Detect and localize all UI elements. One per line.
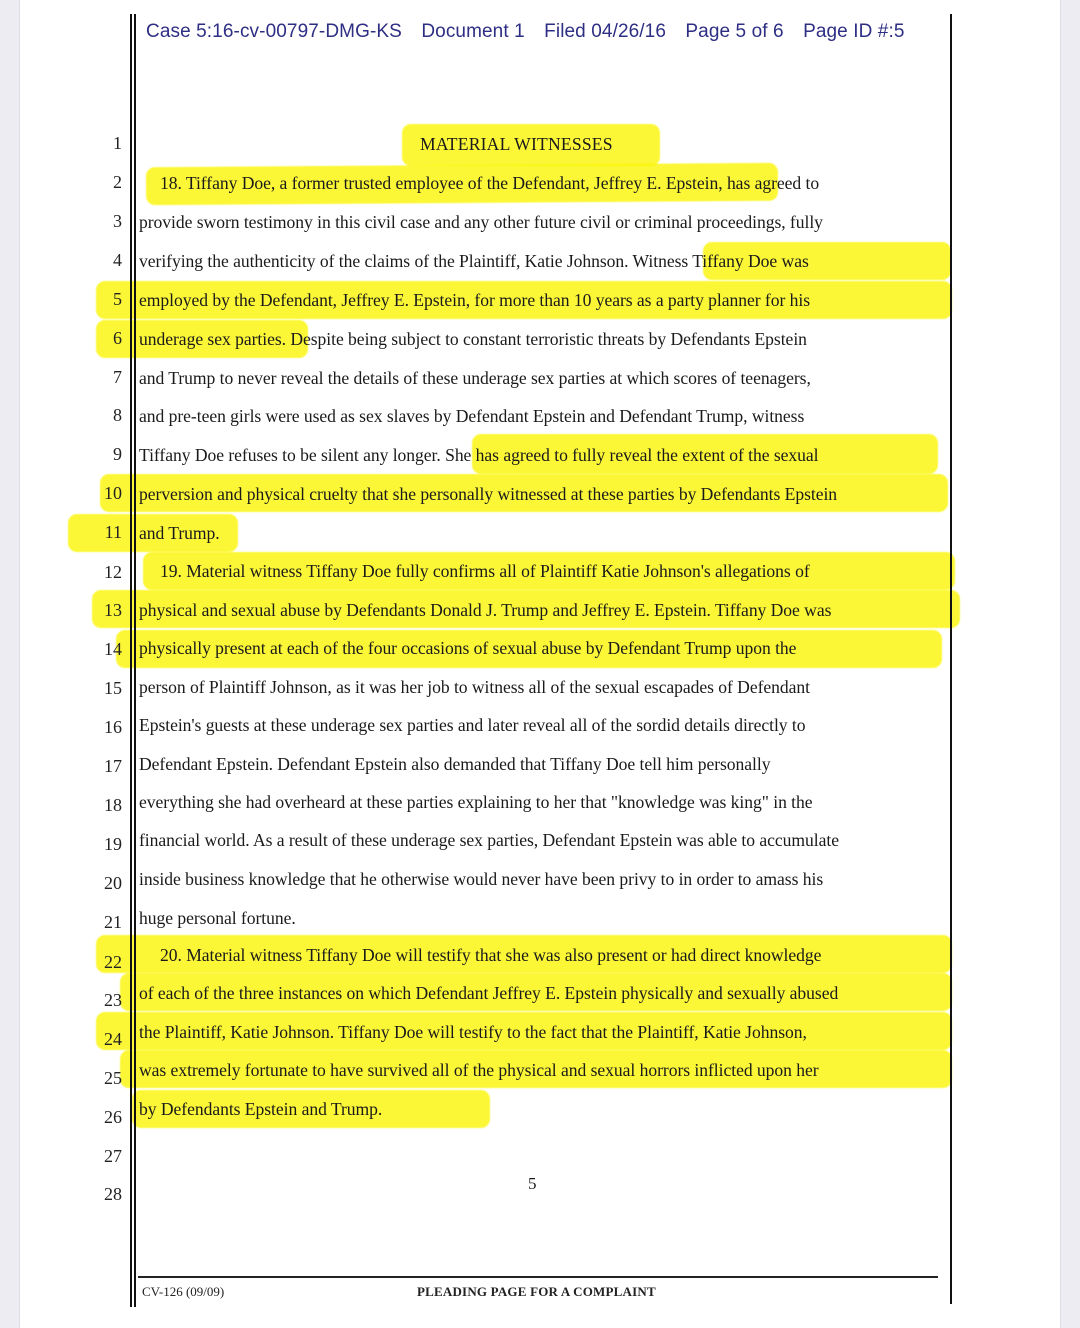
- page-number: 5: [528, 1174, 537, 1193]
- left-margin-rule: [130, 14, 132, 1307]
- line-number: 5: [113, 289, 122, 309]
- line-number: 12: [104, 562, 122, 582]
- line-number: 23: [104, 990, 122, 1010]
- court-filing-header: [146, 21, 919, 43]
- paragraph-20-line: the Plaintiff, Katie Johnson. Tiffany Doe will testify to the fact that the Plaintiff, Katie Johnson,: [139, 1022, 807, 1042]
- line-number: 25: [104, 1068, 122, 1088]
- line-number: 14: [104, 639, 122, 659]
- line-number: 22: [104, 952, 122, 972]
- paragraph-19-line: inside business knowledge that he otherwise would never have been privy to in order to amass his: [139, 869, 824, 889]
- paragraph-19-line: financial world. As a result of these underage sex parties, Defendant Epstein was able to accumulate: [139, 830, 839, 850]
- filed-date: Filed 04/26/16: [544, 21, 666, 42]
- paragraph-18-line: and pre-teen girls were used as sex slaves by Defendant Epstein and Defendant Trump, witness: [139, 406, 805, 426]
- line-number: 20: [104, 873, 122, 893]
- paragraph-18-line: and Trump.: [139, 523, 220, 543]
- line-number: 9: [113, 444, 122, 464]
- paragraph-19-line: 19. Material witness Tiffany Doe fully confirms all of Plaintiff Katie Johnson's allegations of: [160, 561, 810, 581]
- paragraph-20-line: was extremely fortunate to have survived all of the physical and sexual horrors inflicted upon her: [139, 1060, 819, 1080]
- form-id: CV-126 (09/09): [142, 1284, 225, 1299]
- line-number: 27: [104, 1146, 122, 1166]
- line-number: 1: [113, 133, 122, 153]
- paragraph-19-line: Epstein's guests at these underage sex parties and later reveal all of the sordid details directly to: [139, 715, 806, 735]
- line-number: 24: [104, 1029, 122, 1049]
- paragraph-19-line: physical and sexual abuse by Defendants Donald J. Trump and Jeffrey E. Epstein. Tiffany Doe was: [139, 600, 832, 620]
- line-number: 10: [104, 483, 122, 503]
- line-number: 16: [104, 717, 122, 737]
- footer-rule: [138, 1276, 938, 1278]
- line-number: 17: [104, 756, 122, 776]
- paragraph-19-line: Defendant Epstein. Defendant Epstein also demanded that Tiffany Doe tell him personally: [139, 754, 771, 774]
- paragraph-19-line: person of Plaintiff Johnson, as it was her job to witness all of the sexual escapades of Defendant: [139, 677, 811, 697]
- right-edge-strip: [1060, 0, 1080, 1328]
- line-number: 7: [113, 367, 122, 387]
- section-title: MATERIAL WITNESSES: [420, 134, 613, 154]
- line-number: 19: [104, 834, 122, 854]
- paragraph-18-line: Tiffany Doe refuses to be silent any longer. She has agreed to fully reveal the extent of the sexual: [139, 445, 819, 465]
- line-number: 8: [113, 405, 122, 425]
- paragraph-18-line: provide sworn testimony in this civil case and any other future civil or criminal proceedings, fully: [139, 212, 823, 232]
- line-number: 26: [104, 1107, 122, 1127]
- line-number: 18: [104, 795, 122, 815]
- line-number: 6: [113, 328, 122, 348]
- line-number: 21: [104, 912, 122, 932]
- paragraph-18-line: employed by the Defendant, Jeffrey E. Epstein, for more than 10 years as a party planner for his: [139, 290, 811, 310]
- left-edge-strip: [0, 0, 20, 1328]
- form-title: PLEADING PAGE FOR A COMPLAINT: [417, 1284, 656, 1299]
- line-number: 3: [113, 211, 122, 231]
- line-number: 4: [113, 250, 122, 270]
- page-id: Page ID #:5: [803, 21, 905, 42]
- line-number: 13: [104, 600, 122, 620]
- paragraph-18-line: perversion and physical cruelty that she personally witnessed at these parties by Defendants Epstein: [139, 484, 838, 504]
- paragraph-18-line: verifying the authenticity of the claims of the Plaintiff, Katie Johnson. Witness Tiffany Doe was: [139, 251, 809, 271]
- paragraph-20-line: by Defendants Epstein and Trump.: [139, 1099, 383, 1119]
- paragraph-18-line: underage sex parties. Despite being subject to constant terroristic threats by Defendants Epstein: [139, 329, 807, 349]
- paragraph-19-line: physically present at each of the four occasions of sexual abuse by Defendant Trump upon the: [139, 638, 797, 658]
- line-number: 11: [104, 522, 122, 542]
- case-number: Case 5:16-cv-00797-DMG-KS: [146, 21, 402, 42]
- right-margin-rule: [950, 14, 952, 1304]
- line-number: 15: [104, 678, 122, 698]
- paragraph-19-line: everything she had overheard at these parties explaining to her that "knowledge was king" in the: [139, 792, 813, 812]
- paragraph-20-line: 20. Material witness Tiffany Doe will testify that she was also present or had direct knowledge: [160, 945, 822, 965]
- paragraph-18-line: 18. Tiffany Doe, a former trusted employee of the Defendant, Jeffrey E. Epstein, has agreed to: [160, 173, 820, 193]
- line-number: 2: [113, 172, 122, 192]
- page-count: Page 5 of 6: [685, 21, 784, 42]
- line-number: 28: [104, 1184, 122, 1204]
- document-number: Document 1: [421, 21, 525, 42]
- paragraph-20-line: of each of the three instances on which Defendant Jeffrey E. Epstein physically and sexually abused: [139, 983, 839, 1003]
- left-margin-rule-inner: [134, 14, 136, 1307]
- paragraph-19-line: huge personal fortune.: [139, 908, 296, 928]
- paragraph-18-line: and Trump to never reveal the details of these underage sex parties at which scores of teenagers,: [139, 368, 811, 388]
